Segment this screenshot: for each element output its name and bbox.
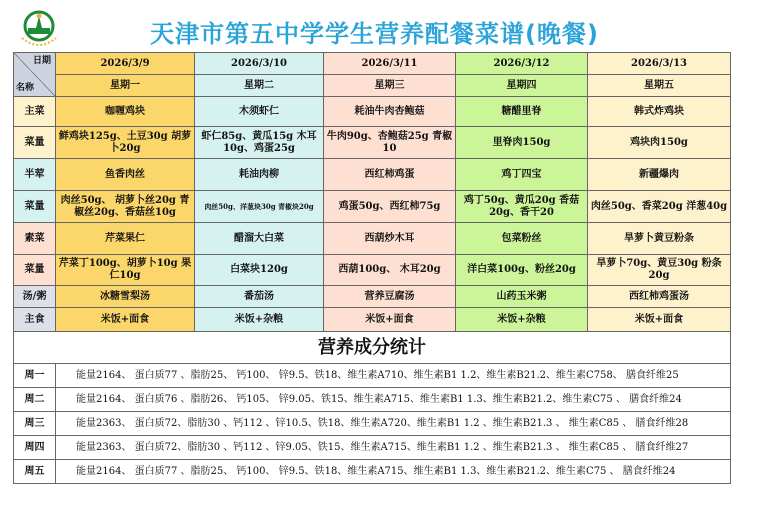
- header-corner: [14, 53, 56, 97]
- menu-cell-soup: 冰糖雪梨汤: [56, 286, 195, 308]
- row-label: 菜量: [14, 191, 56, 223]
- menu-cell-half-qty: 肉丝50g、香菜20g 洋葱40g: [588, 191, 731, 223]
- date-cell: 2026/3/9: [56, 53, 195, 75]
- nutrition-values: 能量2363、 蛋白质72、脂肪30 、钙112 、锌10.5、铁18、维生素A720、维生素B1 1.2 、维生素B21.3 、 维生素C85 、 膳食纤维28: [56, 412, 731, 436]
- row-label: 菜量: [14, 255, 56, 286]
- row-label: 主食: [14, 308, 56, 332]
- menu-cell-veg: 醋溜大白菜: [195, 223, 324, 255]
- school-logo: [16, 8, 62, 50]
- weekday-cell: 星期二: [195, 75, 324, 97]
- menu-cell-main-qty: 里脊肉150g: [456, 127, 588, 159]
- menu-cell-veg: 芹菜果仁: [56, 223, 195, 255]
- menu-cell-staple: 米饭+杂粮: [195, 308, 324, 332]
- menu-cell-soup: 营养豆腐汤: [324, 286, 456, 308]
- menu-cell-main: 咖喱鸡块: [56, 97, 195, 127]
- menu-cell-main-qty: 鸡块肉150g: [588, 127, 731, 159]
- row-label: 汤/粥: [14, 286, 56, 308]
- date-label: 日期: [32, 56, 51, 66]
- nutrition-values: 能量2363、 蛋白质72、脂肪30 、钙112 、锌9.05、铁15、维生素A715、维生素B1 1.2 、维生素B21.3 、 维生素C85 、 膳食纤维27: [56, 436, 731, 460]
- menu-cell-veg-qty: 西葫100g、 木耳20g: [324, 255, 456, 286]
- nutrition-day: 周三: [14, 412, 56, 436]
- menu-cell-staple: 米饭+杂粮: [456, 308, 588, 332]
- menu-cell-veg: 西葫炒木耳: [324, 223, 456, 255]
- weekday-cell: 星期三: [324, 75, 456, 97]
- menu-cell-half-qty: 肉丝50g、洋葱块30g 青椒块20g: [195, 191, 324, 223]
- nutrition-day: 周一: [14, 364, 56, 388]
- date-cell: 2026/3/12: [456, 53, 588, 75]
- name-label: 名称: [16, 83, 35, 93]
- row-label: 素菜: [14, 223, 56, 255]
- menu-cell-half-qty: 肉丝50g、 胡萝卜丝20g 青椒丝20g、香菇丝10g: [56, 191, 195, 223]
- menu-cell-main: 糖醋里脊: [456, 97, 588, 127]
- menu-cell-half-qty: 鸡丁50g、黄瓜20g 香菇20g、香干20: [456, 191, 588, 223]
- menu-cell-main-qty: 鲜鸡块125g、土豆30g 胡萝卜20g: [56, 127, 195, 159]
- menu-cell-soup: 西红柿鸡蛋汤: [588, 286, 731, 308]
- nutrition-values: 能量2164、 蛋白质76 、脂肪26、 钙105、 锌9.05、铁15、维生素A715、维生素B1 1.3、维生素B21.2、维生素C75 、 膳食纤维24: [56, 388, 731, 412]
- date-cell: 2026/3/11: [324, 53, 456, 75]
- date-cell: 2026/3/13: [588, 53, 731, 75]
- menu-cell-veg: 包菜粉丝: [456, 223, 588, 255]
- menu-cell-main-qty: 牛肉90g、杏鲍菇25g 青椒10: [324, 127, 456, 159]
- menu-cell-half: 鱼香肉丝: [56, 159, 195, 191]
- menu-cell-veg-qty: 白菜块120g: [195, 255, 324, 286]
- date-cell: 2026/3/10: [195, 53, 324, 75]
- menu-cell-main: 耗油牛肉杏鲍菇: [324, 97, 456, 127]
- menu-cell-veg-qty: 芹菜丁100g、胡萝卜10g 果仁10g: [56, 255, 195, 286]
- nutrition-day: 周二: [14, 388, 56, 412]
- nutrition-day: 周四: [14, 436, 56, 460]
- menu-cell-main: 木须虾仁: [195, 97, 324, 127]
- menu-cell-soup: 山药玉米粥: [456, 286, 588, 308]
- nutrition-day: 周五: [14, 460, 56, 484]
- menu-table: [13, 52, 731, 484]
- menu-cell-half-qty: 鸡蛋50g、西红柿75g: [324, 191, 456, 223]
- menu-cell-half: 鸡丁四宝: [456, 159, 588, 191]
- weekday-cell: 星期一: [56, 75, 195, 97]
- menu-cell-soup: 番茄汤: [195, 286, 324, 308]
- weekday-cell: 星期五: [588, 75, 731, 97]
- menu-cell-staple: 米饭+面食: [324, 308, 456, 332]
- menu-cell-half: 耗油肉柳: [195, 159, 324, 191]
- menu-cell-staple: 米饭+面食: [588, 308, 731, 332]
- row-label: 菜量: [14, 127, 56, 159]
- row-label: 主菜: [14, 97, 56, 127]
- menu-cell-veg-qty: 旱萝卜70g、黄豆30g 粉条20g: [588, 255, 731, 286]
- menu-cell-staple: 米饭+面食: [56, 308, 195, 332]
- nutrition-values: 能量2164、 蛋白质77 、脂肪25、 钙100、 锌9.5、铁18、维生素A710、维生素B1 1.2、维生素B21.2、维生素C758、 膳食纤维25: [56, 364, 731, 388]
- nutrition-title: 营养成分统计: [14, 332, 731, 364]
- menu-cell-main: 韩式炸鸡块: [588, 97, 731, 127]
- menu-cell-veg-qty: 洋白菜100g、粉丝20g: [456, 255, 588, 286]
- weekday-cell: 星期四: [456, 75, 588, 97]
- page-title: 天津市第五中学学生营养配餐菜谱(晚餐): [150, 20, 599, 48]
- nutrition-values: 能量2164、 蛋白质77 、脂肪25、 钙100、 锌9.5、铁18、维生素A715、维生素B1 1.3、维生素B21.2、维生素C75 、 膳食纤维24: [56, 460, 731, 484]
- menu-cell-main-qty: 虾仁85g、黄瓜15g 木耳10g、鸡蛋25g: [195, 127, 324, 159]
- menu-cell-half: 西红柿鸡蛋: [324, 159, 456, 191]
- menu-cell-half: 新疆爆肉: [588, 159, 731, 191]
- menu-cell-veg: 旱萝卜黄豆粉条: [588, 223, 731, 255]
- row-label: 半荤: [14, 159, 56, 191]
